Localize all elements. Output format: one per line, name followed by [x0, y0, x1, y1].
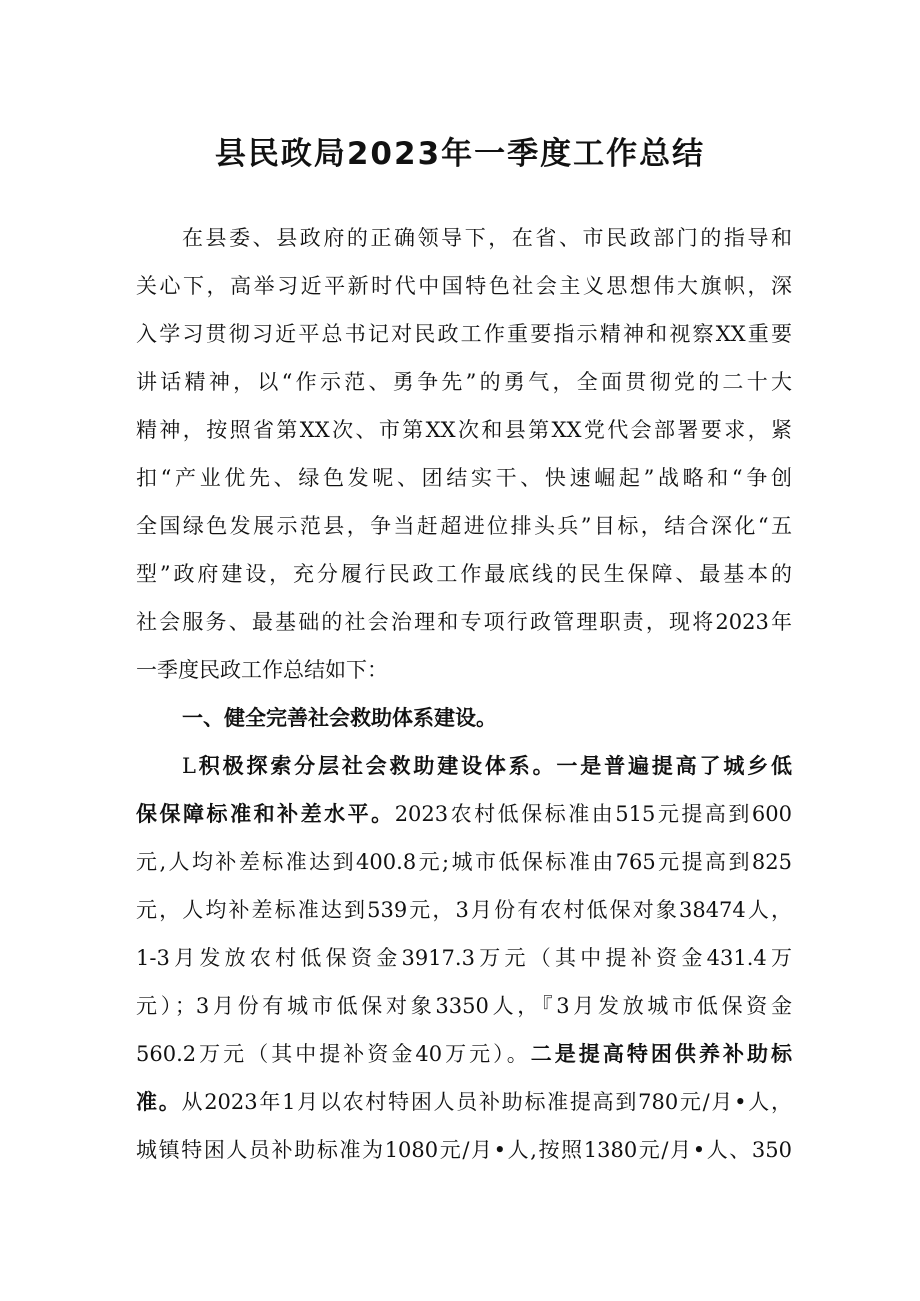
paragraph-line: 一季度民政工作总结如下： [136, 658, 388, 682]
paragraph-line: 入学习贯彻习近平总书记对民政工作重要指示精神和视察XX重要 [136, 322, 792, 346]
paragraph-line: 讲话精神，以“作示范、勇争先”的勇气，全面贯彻党的二十大 [136, 370, 792, 394]
line-segment: 560.2万元（其中提补资金40万元）。 [136, 1042, 531, 1066]
bold-segment: 准。 [136, 1089, 182, 1114]
paragraph-line: 在县委、县政府的正确领导下，在省、市民政部门的指导和 [182, 226, 792, 250]
line-segment: L [182, 754, 196, 778]
paragraph-line [136, 1078, 792, 1126]
bold-segment: 积极探索分层社会救助建设体系。一是普遍提高了城乡低 [195, 753, 792, 778]
paragraph-line [136, 1030, 792, 1078]
intro-paragraph [136, 214, 792, 694]
paragraph-line: 社会服务、最基础的社会治理和专项行政管理职责，现将2023年 [136, 610, 792, 634]
paragraph-line: 城镇特困人员补助标准为1080元/月•人,按照1380元/月•人、350 [136, 1138, 792, 1162]
paragraph-line: 精神，按照省第XX次、市第XX次和县第XX党代会部署要求，紧 [136, 418, 792, 442]
line-segment: 从2023年1月以农村特困人员补助标准提高到780元/月•人， [181, 1090, 792, 1114]
paragraph-line: 扣“产业优先、绿色发呢、团结实干、快速崛起”战略和“争创 [136, 466, 792, 490]
paragraph-line: 型”政府建设，充分履行民政工作最底线的民生保障、最基本的 [136, 562, 792, 586]
paragraph-line: 元,人均补差标准达到400.8元;城市低保标准由765元提高到825 [136, 850, 792, 874]
document-title: 县民政局2023年一季度工作总结 [214, 136, 706, 172]
paragraph-line [136, 790, 792, 838]
paragraph-line: 关心下，高举习近平新时代中国特色社会主义思想伟大旗帜，深 [136, 274, 792, 298]
line-segment: 2023农村低保标准由515元提高到600 [394, 802, 792, 826]
paragraph-line: 元，人均补差标准达到539元，3月份有农村低保对象38474人， [136, 898, 792, 922]
section-paragraph [136, 742, 792, 1174]
bold-segment: 保保障标准和补差水平。 [136, 801, 395, 826]
paragraph-line: 全国绿色发展示范县，争当赶超进位排头兵”目标，结合深化“五 [136, 514, 792, 538]
bold-segment: 二是提高特困供养补助标 [530, 1041, 792, 1066]
paragraph-line: 1-3月发放农村低保资金3917.3万元（其中提补资金431.4万 [136, 946, 792, 970]
paragraph-line [136, 742, 792, 790]
document-body [136, 214, 792, 1174]
section-heading: 一、健全完善社会救助体系建设。 [182, 705, 497, 730]
paragraph-line: 元）；3月份有城市低保对象3350人，『3月发放城市低保资金 [136, 994, 792, 1018]
